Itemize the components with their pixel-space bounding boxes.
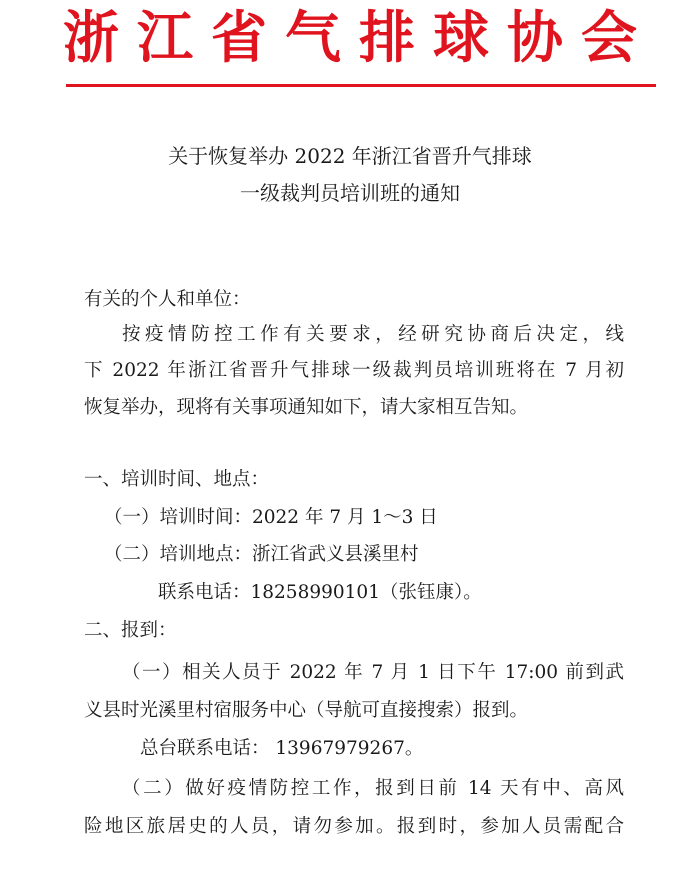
letterhead-title: 浙江省气排球协会: [63, 6, 655, 71]
report-item-1-line-2: 义县时光溪里村宿服务中心（导航可直接搜索）报到。: [84, 700, 529, 721]
section-1-heading: 一、培训时间、地点：: [84, 469, 270, 490]
intro-line-3: 恢复举办，现将有关事项通知如下，请大家相互告知。: [84, 397, 529, 418]
intro-line-1: 按疫情防控工作有关要求，经研究协商后决定，线: [122, 324, 624, 345]
training-place: （二）培训地点：浙江省武义县溪里村: [104, 544, 419, 565]
report-item-1-line-1: （一）相关人员于 2022 年 7 月 1 日下午 17:00 前到武: [122, 662, 624, 683]
section-2-heading: 二、报到：: [84, 620, 177, 641]
report-item-2-line-1: （二）做好疫情防控工作，报到日前 14 天有中、高风: [122, 778, 624, 799]
training-time: （一）培训时间：2022 年 7 月 1～3 日: [104, 507, 438, 528]
notice-title-line-1: 关于恢复举办 2022 年浙江省晋升气排球: [168, 144, 532, 168]
contact-phone: 联系电话：18258990101（张钰康）。: [158, 582, 482, 603]
report-item-2-line-2: 险地区旅居史的人员，请勿参加。报到时，参加人员需配合: [84, 816, 624, 837]
notice-title-line-2: 一级裁判员培训班的通知: [240, 181, 460, 205]
desk-phone: 总台联系电话： 13967979267。: [140, 738, 424, 759]
intro-line-2: 下 2022 年浙江省晋升气排球一级裁判员培训班将在 7 月初: [84, 360, 624, 381]
salutation: 有关的个人和单位：: [84, 289, 251, 310]
letterhead-red-rule: [66, 84, 656, 87]
